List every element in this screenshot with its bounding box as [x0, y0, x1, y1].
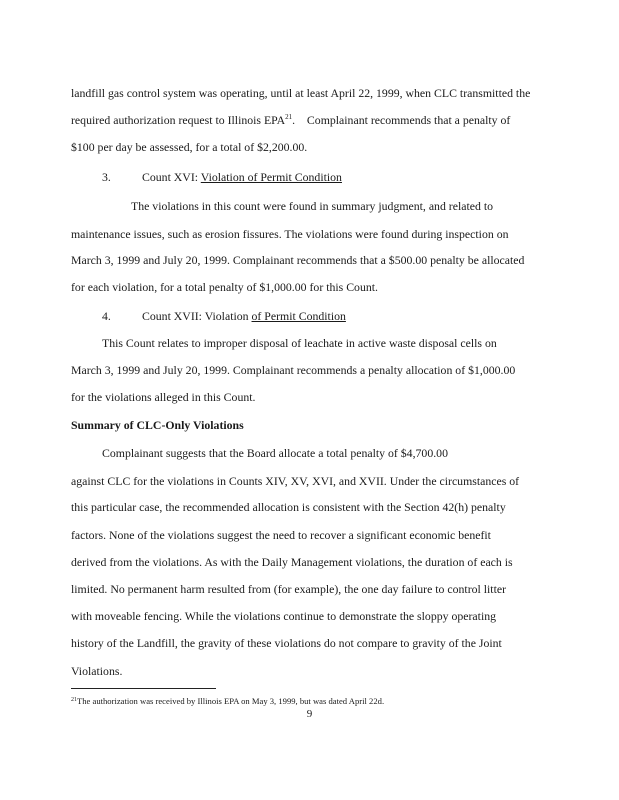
- summary-line: factors. None of the violations suggest the need to recover a significant economic benefit: [71, 528, 491, 542]
- count-title-underlined: of Permit Condition: [251, 309, 346, 323]
- body-line-text: required authorization request to Illinois EPA: [71, 113, 286, 127]
- page-number: 9: [306, 708, 313, 720]
- count-xvi-heading: [102, 170, 582, 184]
- body-line: required authorization request to Illinois EPA$^{21}$. Complainant recommends that a penalty of: [71, 113, 511, 127]
- summary-line: against CLC for the violations in Counts XIV, XV, XVI, and XVII. Under the circumstances of: [71, 474, 520, 488]
- footnote-ref: 21: [285, 113, 293, 121]
- summary-heading: Summary of CLC-Only Violations: [71, 418, 244, 432]
- footnote-divider: [71, 688, 216, 689]
- count-number: 4.: [102, 309, 111, 323]
- count-xvii-line: This Count relates to improper disposal of leachate in active waste disposal cells on: [102, 336, 497, 350]
- count-xvii-heading: [102, 309, 582, 323]
- count-number: 3.: [102, 170, 111, 184]
- summary-line: Violations.: [71, 664, 123, 678]
- body-line-text: Complainant recommends that a penalty of: [306, 113, 511, 127]
- count-xvi-line: The violations in this count were found in summary judgment, and related to: [131, 199, 494, 213]
- summary-line: limited. No permanent harm resulted from (for example), the one day failure to control litter: [71, 582, 507, 596]
- summary-line: with moveable fencing. While the violations continue to demonstrate the sloppy operating: [71, 609, 497, 623]
- count-title: Count XVII: Violation: [142, 309, 252, 323]
- count-xvi-line: maintenance issues, such as erosion fissures. The violations were found during inspection on: [71, 227, 509, 241]
- summary-line: this particular case, the recommended allocation is consistent with the Section 42(h) penalty: [71, 500, 506, 514]
- body-line: landfill gas control system was operating, until at least April 22, 1999, when CLC transmitted the: [71, 86, 531, 100]
- footnote: [71, 696, 384, 707]
- count-title-underlined: Violation of Permit Condition: [200, 170, 342, 184]
- footnote-text: The authorization was received by Illinois EPA on May 3, 1999, but was dated April 22d.: [77, 696, 385, 706]
- footnote-marker: 21: [71, 697, 77, 703]
- count-xvii-line: for the violations alleged in this Count.: [71, 390, 256, 404]
- summary-line: history of the Landfill, the gravity of these violations do not compare to gravity of the Joint: [71, 636, 502, 650]
- summary-line: derived from the violations. As with the Daily Management violations, the duration of each is: [71, 555, 513, 569]
- body-line: $100 per day be assessed, for a total of $2,200.00.: [71, 140, 308, 154]
- count-xvi-line: March 3, 1999 and July 20, 1999. Complainant recommends that a $500.00 penalty be allocated: [71, 253, 525, 267]
- count-title: Count XVI:: [142, 170, 201, 184]
- summary-line: Complainant suggests that the Board allocate a total penalty of $4,700.00: [102, 446, 448, 460]
- count-xvi-line: for each violation, for a total penalty of $1,000.00 for this Count.: [71, 280, 378, 294]
- count-xvii-line: March 3, 1999 and July 20, 1999. Complainant recommends a penalty allocation of $1,000.00: [71, 363, 516, 377]
